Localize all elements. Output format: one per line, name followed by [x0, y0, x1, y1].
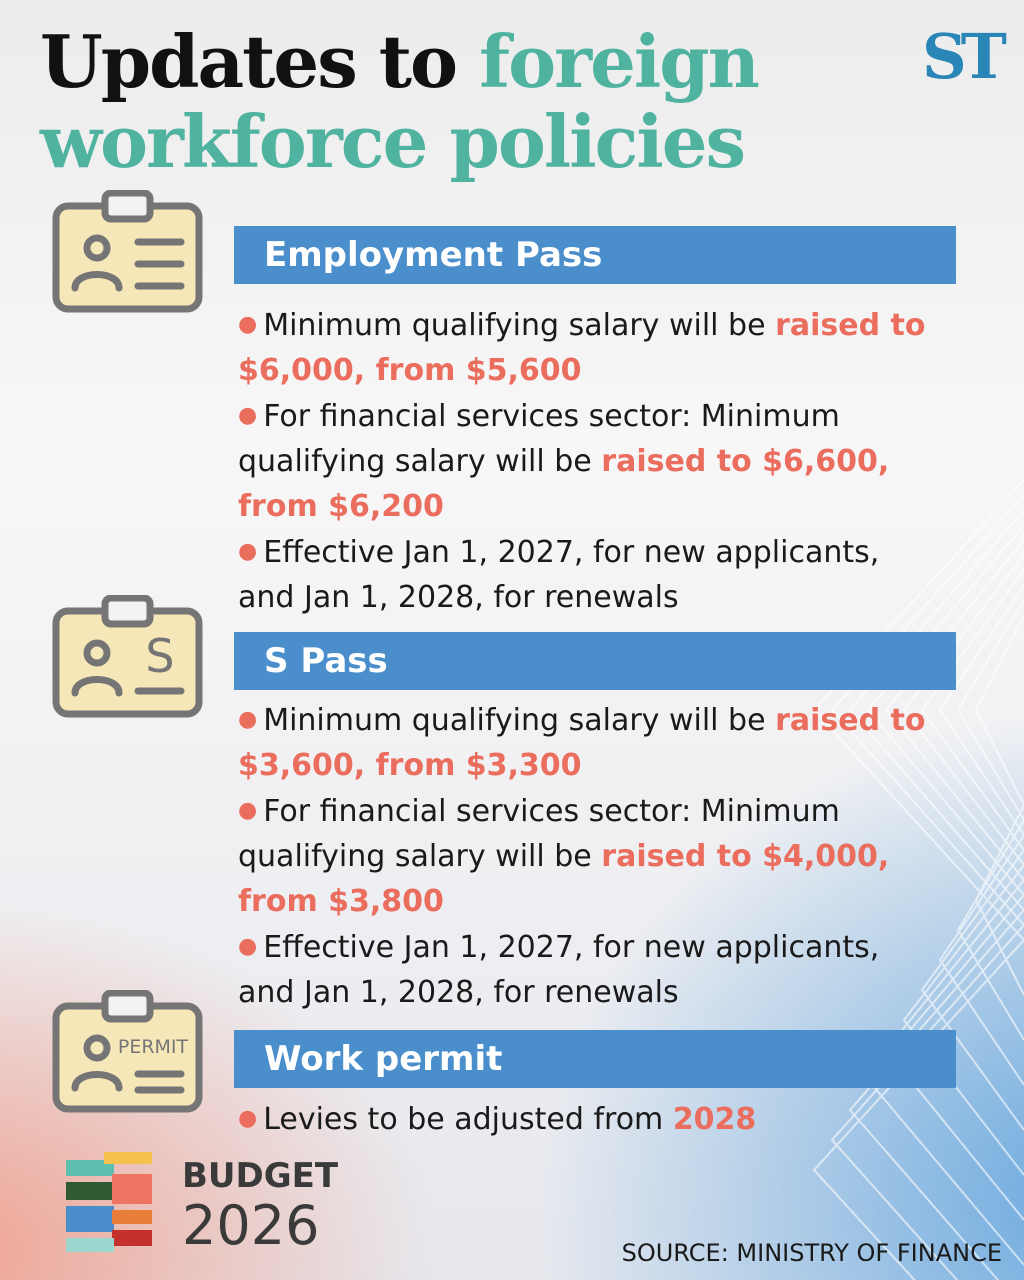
- page-title: [40, 19, 758, 184]
- list-item: ● Minimum qualifying salary will be raised to $3,600, from $3,300: [238, 703, 926, 783]
- budget-logo-icon: [64, 1150, 156, 1258]
- employment-pass-list: [238, 302, 938, 620]
- st-logo: ST: [922, 20, 1001, 93]
- source-credit: SOURCE: MINISTRY OF FINANCE: [621, 1239, 1002, 1267]
- list-item: ● Minimum qualifying salary will be raised to $6,000, from $5,600: [238, 308, 926, 388]
- work-permit-header: Work permit: [234, 1030, 956, 1088]
- title-highlight-foreign: foreign: [479, 19, 758, 104]
- id-badge-icon: [50, 190, 205, 315]
- svg-text:PERMIT: PERMIT: [117, 1036, 189, 1058]
- svg-text:S: S: [145, 629, 175, 683]
- s-pass-list: [238, 697, 938, 1015]
- title-part1: Updates to: [40, 19, 480, 104]
- list-item: ● Effective Jan 1, 2027, for new applicants, and Jan 1, 2028, for renewals: [238, 535, 880, 615]
- list-item: ● Levies to be adjusted from 2028: [238, 1102, 757, 1137]
- list-item: ● Effective Jan 1, 2027, for new applicants, and Jan 1, 2028, for renewals: [238, 930, 880, 1010]
- s-pass-badge-icon: [50, 595, 205, 720]
- budget-year: 2026: [182, 1194, 320, 1257]
- title-highlight-workforce: workforce policies: [40, 99, 745, 184]
- employment-pass-header: Employment Pass: [234, 226, 956, 284]
- list-item: ● For financial services sector: Minimum qualifying salary will be raised to $4,000, from $3,800: [238, 794, 890, 919]
- list-item: ● For financial services sector: Minimum qualifying salary will be raised to $6,600, from $6,200: [238, 399, 890, 524]
- budget-label: BUDGET: [182, 1156, 339, 1196]
- s-pass-header: S Pass: [234, 632, 956, 690]
- permit-badge-icon: [50, 990, 205, 1115]
- work-permit-list: [238, 1096, 938, 1142]
